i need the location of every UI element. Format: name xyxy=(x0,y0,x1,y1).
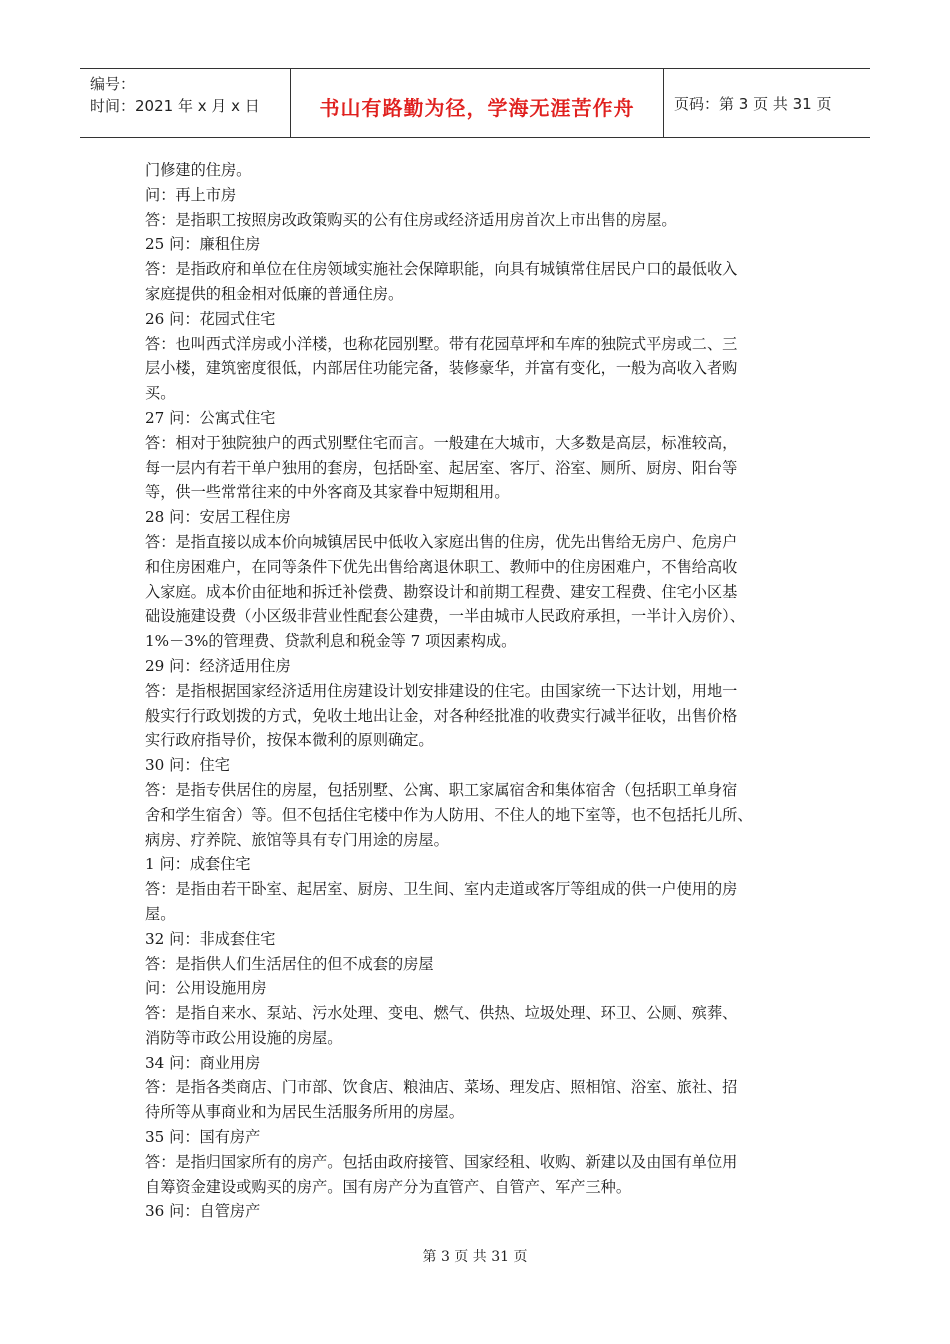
header-motto-cell xyxy=(290,69,664,137)
text-line: 等，供一些常常往来的中外客商及其家眷中短期租用。 xyxy=(145,483,510,502)
text-line: 层小楼，建筑密度很低，内部居住功能完备，装修豪华，并富有变化，一般为高收入者购 xyxy=(145,359,738,378)
text-line: 答：是指供人们生活居住的但不成套的房屋 xyxy=(145,954,434,973)
text-line: 答：是指职工按照房改政策购买的公有住房或经济适用房首次上市出售的房屋。 xyxy=(145,210,677,229)
text-line: 家庭提供的租金相对低廉的普通住房。 xyxy=(145,284,404,303)
text-line: 舍和学生宿舍）等。但不包括住宅楼中作为人防用、不住人的地下室等，也不包括托儿所、 xyxy=(145,805,753,824)
text-line: 1%－3%的管理费、贷款利息和税金等 7 项因素构成。 xyxy=(145,632,517,651)
text-line: 32 问：非成套住宅 xyxy=(145,929,276,948)
text-line: 问：再上市房 xyxy=(145,185,237,204)
text-line: 答：也叫西式洋房或小洋楼，也称花园别墅。带有花园草坪和车库的独院式平房或二、三 xyxy=(145,334,738,353)
header-meta xyxy=(80,69,290,137)
text-line: 28 问：安居工程住房 xyxy=(145,508,291,527)
text-line: 答：相对于独院独户的西式别墅住宅而言。一般建在大城市，大多数是高层，标准较高， xyxy=(145,433,738,452)
header-page-info: 页码：第 3 页 共 31 页 xyxy=(674,94,832,113)
text-line: 答：是指各类商店、门市部、饮食店、粮油店、菜场、理发店、照相馆、浴室、旅社、招 xyxy=(145,1078,738,1097)
text-line: 1 问：成套住宅 xyxy=(145,855,251,874)
text-line: 答：是指直接以成本价向城镇居民中低收入家庭出售的住房，优先出售给无房户、危房户 xyxy=(145,532,738,551)
text-line: 27 问：公寓式住宅 xyxy=(145,408,276,427)
text-line: 答：是指归国家所有的房产。包括由政府接管、国家经租、收购、新建以及由国有单位用 xyxy=(145,1152,738,1171)
header-motto: 书山有路勤为径，学海无涯苦作舟 xyxy=(319,95,635,120)
text-line: 36 问：自管房产 xyxy=(145,1202,261,1221)
text-line: 29 问：经济适用住房 xyxy=(145,656,291,675)
text-line: 实行政府指导价，按保本微利的原则确定。 xyxy=(145,731,434,750)
text-line: 答：是指专供居住的房屋，包括别墅、公寓、职工家属宿舍和集体宿舍（包括职工单身宿 xyxy=(145,780,738,799)
document-body xyxy=(145,158,813,1224)
text-line: 问：公用设施用房 xyxy=(145,979,267,998)
text-line: 25 问：廉租住房 xyxy=(145,235,261,254)
page-header xyxy=(80,68,870,138)
text-line: 答：是指自来水、泵站、污水处理、变电、燃气、供热、垃圾处理、环卫、公厕、殡葬、 xyxy=(145,1004,738,1023)
text-line: 般实行行政划拨的方式，免收土地出让金，对各种经批准的收费实行减半征收，出售价格 xyxy=(145,706,738,725)
text-line: 34 问：商业用房 xyxy=(145,1053,261,1072)
text-line: 门修建的住房。 xyxy=(145,161,252,179)
text-line: 买。 xyxy=(145,384,176,403)
text-line: 答：是指政府和单位在住房领域实施社会保障职能，向具有城镇常住居民户口的最低收入 xyxy=(145,260,738,279)
text-line: 35 问：国有房产 xyxy=(145,1128,261,1147)
text-line: 每一层内有若干单户独用的套房，包括卧室、起居室、客厅、浴室、厕所、厨房、阳台等 xyxy=(145,458,738,477)
text-line: 26 问：花园式住宅 xyxy=(145,309,276,328)
text-line: 30 问：住宅 xyxy=(145,756,230,775)
text-line: 消防等市政公用设施的房屋。 xyxy=(145,1028,343,1047)
page-footer: 第 3 页 共 31 页 xyxy=(422,1249,528,1265)
text-line: 待所等从事商业和为居民生活服务所用的房屋。 xyxy=(145,1103,464,1122)
text-line: 自筹资金建设或购买的房产。国有房产分为直管产、自管产、军产三种。 xyxy=(145,1177,631,1196)
text-line: 病房、疗养院、旅馆等具有专门用途的房屋。 xyxy=(145,830,449,849)
header-page-info-cell xyxy=(664,69,870,137)
text-line: 答：是指由若干卧室、起居室、厨房、卫生间、室内走道或客厅等组成的供一户使用的房 xyxy=(145,880,738,899)
text-line: 和住房困难户，在同等条件下优先出售给离退休职工、教师中的住房困难户，不售给高收 xyxy=(145,557,738,576)
document-date-label: 时间：2021 年 x 月 x 日 xyxy=(90,97,260,115)
text-line: 入家庭。成本价由征地和拆迁补偿费、勘察设计和前期工程费、建安工程费、住宅小区基 xyxy=(145,582,738,601)
text-line: 答：是指根据国家经济适用住房建设计划安排建设的住宅。由国家统一下达计划，用地一 xyxy=(145,681,738,700)
text-line: 础设施建设费（小区级非营业性配套公建费，一半由城市人民政府承担，一半计入房价）、 xyxy=(145,607,745,626)
text-line: 屋。 xyxy=(145,904,176,923)
document-number-label: 编号： xyxy=(90,75,136,93)
